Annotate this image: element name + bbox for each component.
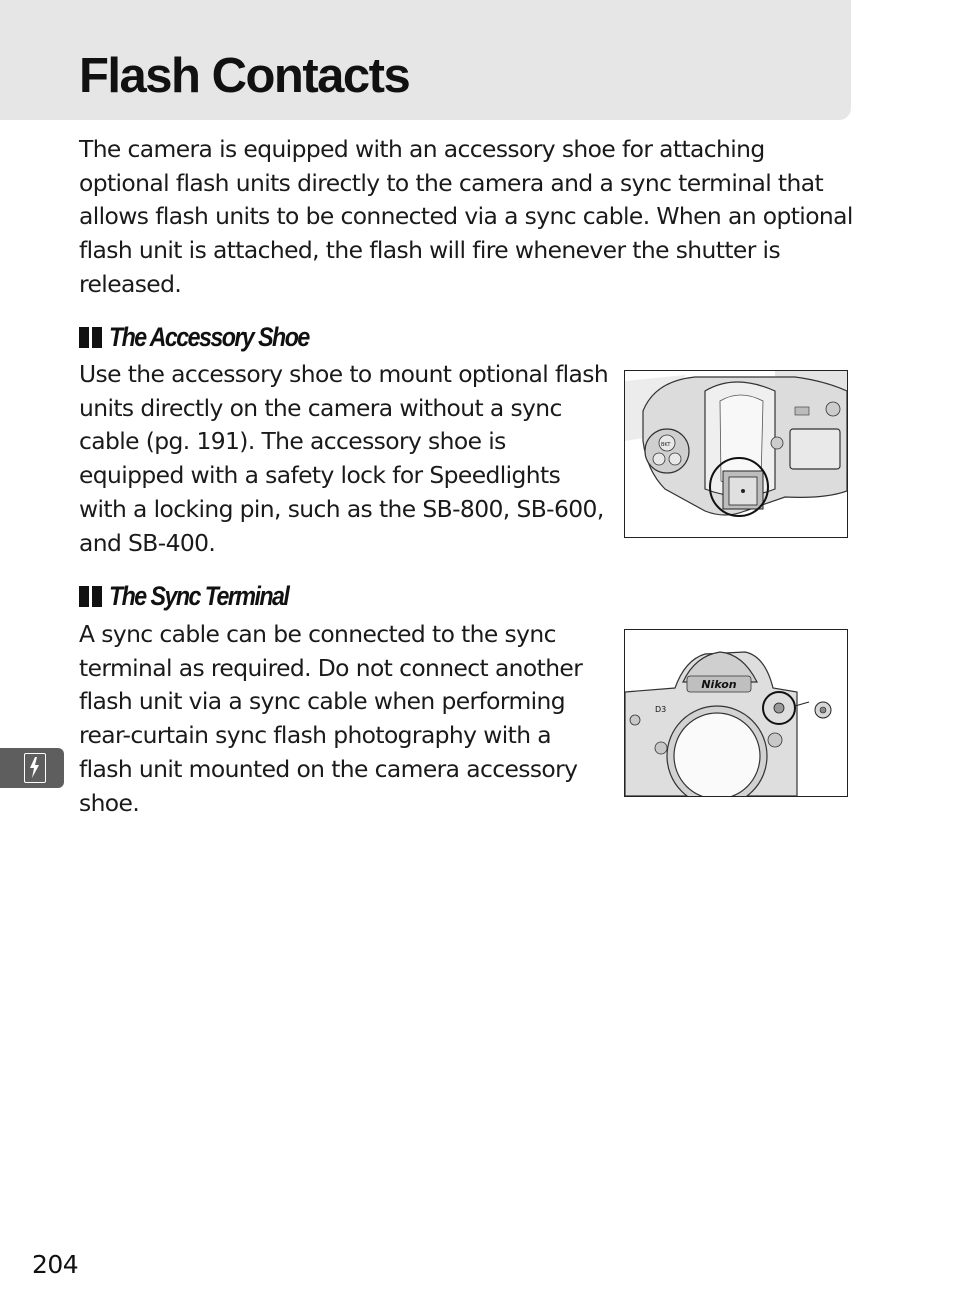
model-label: D3	[655, 705, 667, 714]
flash-icon	[24, 753, 46, 783]
section-heading-sync-terminal	[79, 578, 317, 614]
section-heading-text: The Sync Terminal	[109, 580, 289, 611]
accessory-shoe-illustration	[624, 370, 848, 538]
page-number: 204	[32, 1250, 79, 1279]
section-heading-text: The Accessory Shoe	[109, 321, 309, 352]
page-title: Flash Contacts	[79, 49, 410, 103]
sync-terminal-paragraph: A sync cable can be connected to the sync terminal as required. Do not connect another flash unit via a sync cable when performing rear-curtain sync flash photography with a flash unit mounted on the camera accessory shoe.	[79, 620, 583, 817]
brand-label: Nikon	[701, 678, 737, 691]
dial-label: BKT	[661, 442, 671, 448]
heading-marker-icon	[79, 327, 102, 348]
section-heading-accessory-shoe	[79, 319, 341, 355]
intro-paragraph: The camera is equipped with an accessory shoe for attaching optional flash units directly to the camera and a sync terminal that allows flash units to be connected via a sync cable. When an optional flash unit is attached, the flash will fire whenever the shutter is released.	[79, 135, 853, 298]
section-tab	[0, 748, 64, 788]
heading-marker-icon	[79, 586, 102, 607]
accessory-shoe-paragraph: Use the accessory shoe to mount optional flash units directly on the camera without a sync cable (pg. 191). The accessory shoe is equipped with a safety lock for Speedlights with a locking pin, such as the SB-800, SB-600, and SB-400.	[79, 360, 609, 557]
sync-terminal-illustration	[624, 629, 848, 797]
